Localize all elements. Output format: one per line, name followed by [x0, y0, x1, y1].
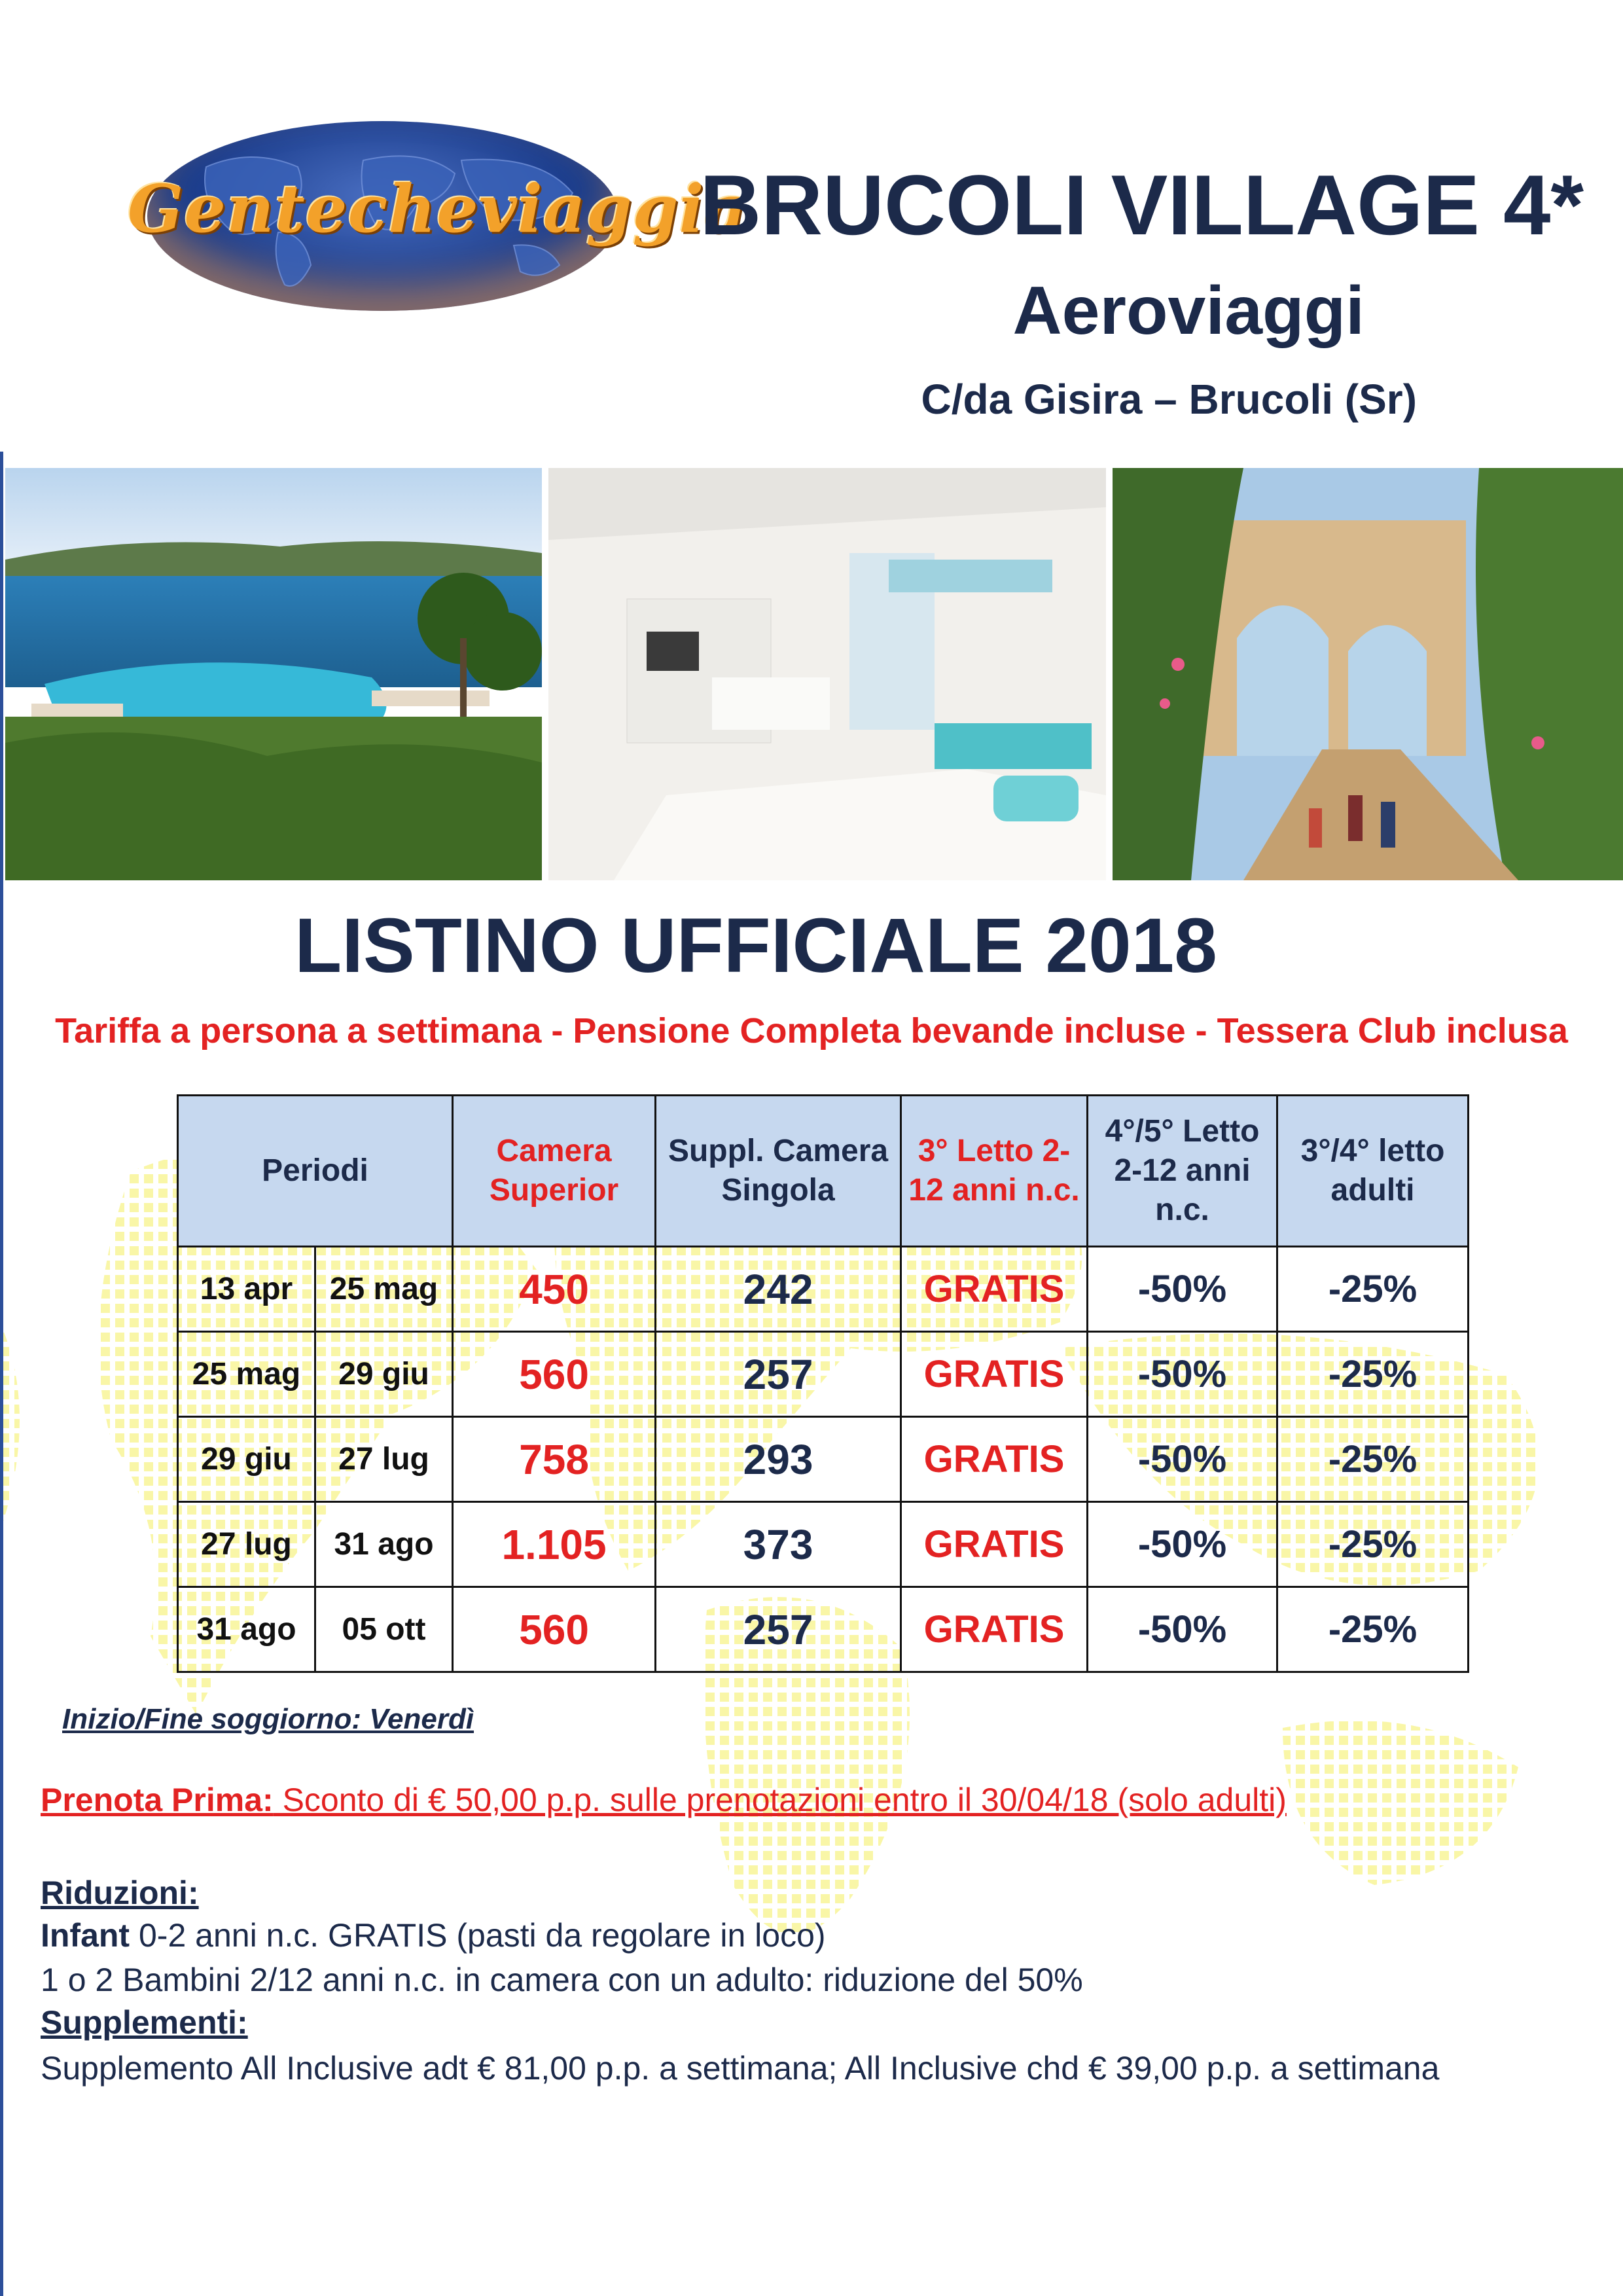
price-list-title: LISTINO UFFICIALE 2018 — [294, 903, 1217, 989]
header-terzo-letto: 3° Letto 2-12 anni n.c. — [901, 1096, 1088, 1247]
price-table — [177, 1094, 1469, 1673]
period-to: 27 lug — [315, 1417, 453, 1502]
period-from: 29 giu — [178, 1417, 315, 1502]
quarto-letto-value: -50% — [1088, 1502, 1277, 1587]
photo-garden-archway — [1113, 468, 1623, 880]
infant-label: Infant — [41, 1917, 130, 1954]
period-to: 25 mag — [315, 1247, 453, 1332]
header-periodi: Periodi — [178, 1096, 453, 1247]
early-booking-label: Prenota Prima: — [41, 1782, 274, 1818]
quarto-letto-value: -50% — [1088, 1332, 1277, 1417]
table-row — [178, 1502, 1469, 1587]
price-superior: 758 — [453, 1417, 656, 1502]
period-from: 27 lug — [178, 1502, 315, 1587]
terzo-letto-value: GRATIS — [901, 1332, 1088, 1417]
price-singola: 293 — [656, 1417, 901, 1502]
period-from: 31 ago — [178, 1587, 315, 1672]
adulti-value: -25% — [1277, 1332, 1469, 1417]
terzo-letto-value: GRATIS — [901, 1502, 1088, 1587]
price-singola: 257 — [656, 1587, 901, 1672]
left-edge-line — [0, 452, 3, 2296]
logo-text: Gentecheviaggia — [128, 170, 748, 247]
quarto-letto-value: -50% — [1088, 1417, 1277, 1502]
children-reduction-line: 1 o 2 Bambini 2/12 anni n.c. in camera con un adulto: riduzione del 50% — [41, 1962, 1083, 1998]
period-from: 13 apr — [178, 1247, 315, 1332]
quarto-letto-value: -50% — [1088, 1587, 1277, 1672]
terzo-letto-value: GRATIS — [901, 1247, 1088, 1332]
infant-line — [41, 1914, 826, 1956]
terzo-letto-value: GRATIS — [901, 1587, 1088, 1672]
early-booking-text: Sconto di € 50,00 p.p. sulle prenotazioni entro il 30/04/18 (solo adulti) — [273, 1782, 1287, 1818]
table-row — [178, 1247, 1469, 1332]
terzo-letto-value: GRATIS — [901, 1417, 1088, 1502]
rate-conditions-note: Tariffa a persona a settimana - Pensione Completa bevande incluse - Tessera Club inclusa — [55, 1011, 1568, 1050]
table-row — [178, 1417, 1469, 1502]
price-singola: 373 — [656, 1502, 901, 1587]
supplements-line: Supplemento All Inclusive adt € 81,00 p.p. a settimana; All Inclusive chd € 39,00 p.p. a settimana — [41, 2050, 1440, 2087]
supplements-heading: Supplementi: — [41, 2004, 248, 2041]
photo-pool-sea-view — [5, 468, 542, 880]
header-suppl-singola: Suppl. Camera Singola — [656, 1096, 901, 1247]
adulti-value: -25% — [1277, 1502, 1469, 1587]
table-row — [178, 1332, 1469, 1417]
price-singola: 242 — [656, 1247, 901, 1332]
table-header-row — [178, 1096, 1469, 1247]
header-quarto-quinto-letto: 4°/5° Letto 2-12 anni n.c. — [1088, 1096, 1277, 1247]
photo-hotel-room — [548, 468, 1106, 880]
early-booking-line — [41, 1779, 1287, 1821]
header-camera-superior: Camera Superior — [453, 1096, 656, 1247]
infant-text: 0-2 anni n.c. GRATIS (pasti da regolare in loco) — [130, 1917, 826, 1954]
hotel-title: BRUCOLI VILLAGE 4* — [700, 157, 1584, 253]
header-adulti: 3°/4° letto adulti — [1277, 1096, 1469, 1247]
price-singola: 257 — [656, 1332, 901, 1417]
company-logo — [128, 121, 748, 311]
adulti-value: -25% — [1277, 1247, 1469, 1332]
price-superior: 560 — [453, 1587, 656, 1672]
hotel-address: C/da Gisira – Brucoli (Sr) — [921, 376, 1417, 423]
stay-days-note: Inizio/Fine soggiorno: Venerdì — [62, 1703, 474, 1735]
price-superior: 560 — [453, 1332, 656, 1417]
operator-name: Aeroviaggi — [1012, 273, 1364, 349]
adulti-value: -25% — [1277, 1417, 1469, 1502]
table-row — [178, 1587, 1469, 1672]
period-to: 29 giu — [315, 1332, 453, 1417]
reductions-heading: Riduzioni: — [41, 1874, 199, 1911]
period-to: 31 ago — [315, 1502, 453, 1587]
period-from: 25 mag — [178, 1332, 315, 1417]
price-superior: 1.105 — [453, 1502, 656, 1587]
period-to: 05 ott — [315, 1587, 453, 1672]
quarto-letto-value: -50% — [1088, 1247, 1277, 1332]
adulti-value: -25% — [1277, 1587, 1469, 1672]
price-superior: 450 — [453, 1247, 656, 1332]
